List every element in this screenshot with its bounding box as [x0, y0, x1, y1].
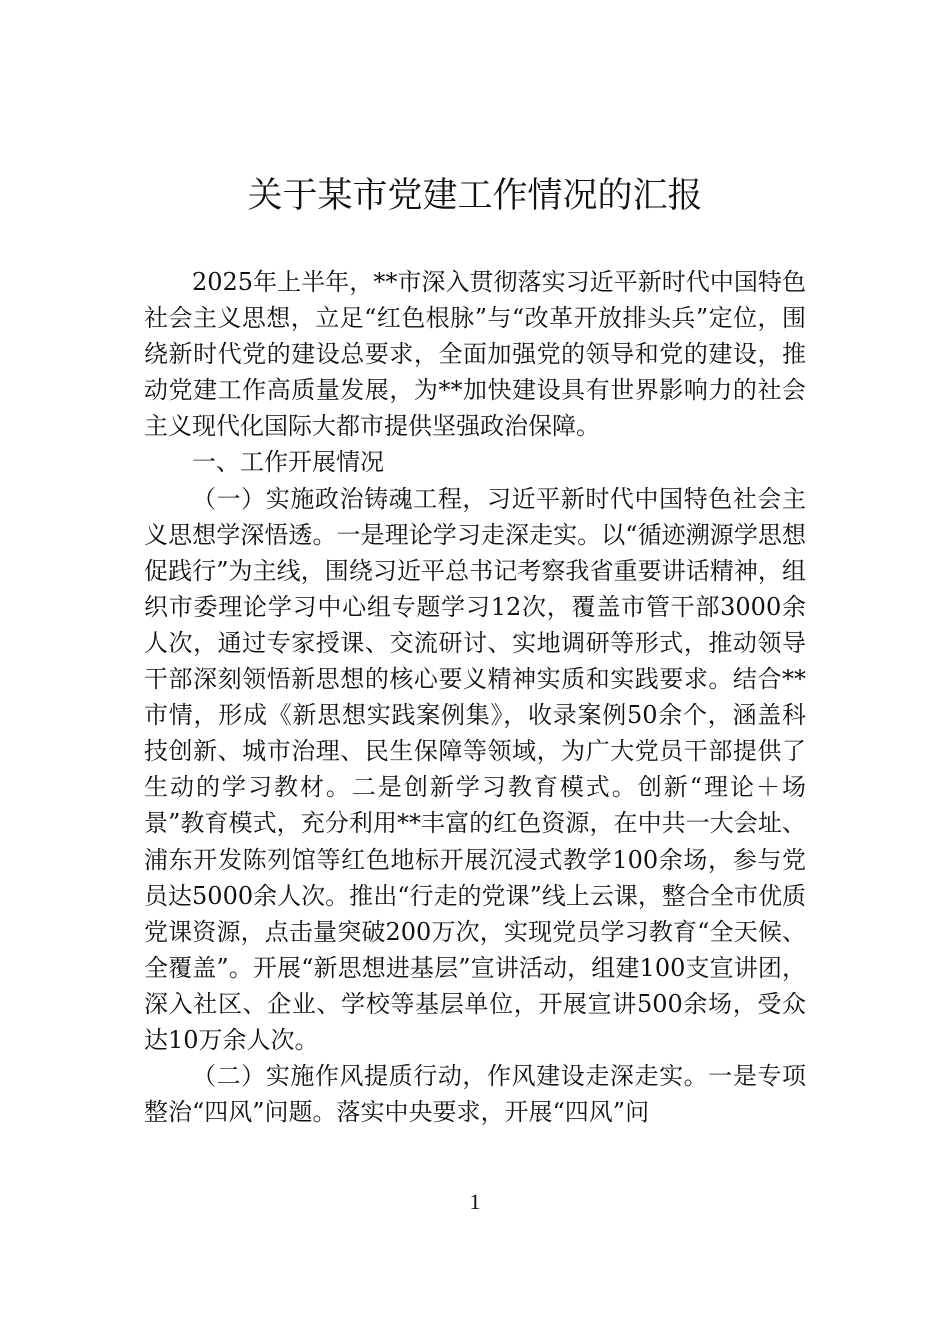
- document-title: 关于某市党建工作情况的汇报: [247, 176, 703, 216]
- intro-paragraph: 2025年上半年，**市深入贯彻落实习近平新时代中国特色社会主义思想，立足“红色根脉”与“改革开放排头兵”定位，围绕新时代党的建设总要求，全面加强党的领导和党的建设，推动党建工作高质量发展，为**加快建设具有世界影响力的社会主义现代化国际大都市提供坚强政治保障。: [144, 268, 806, 441]
- page-number: 1: [469, 1189, 481, 1214]
- subsection-paragraph-2: （二）实施作风提质行动，作风建设走深走实。一是专项整治“四风”问题。落实中央要求，开展“四风”问: [144, 1062, 806, 1127]
- subsection-paragraph-1: （一）实施政治铸魂工程，习近平新时代中国特色社会主义思想学深悟透。一是理论学习走深走实。以“循迹溯源学思想促践行”为主线，围绕习近平总书记考察我省重要讲话精神，组织市委理论学习中心组专题学习12次，覆盖市管干部3000余人次，通过专家授课、交流研讨、实地调研等形式，推动领导干部深刻领悟新思想的核心要义精神实质和实践要求。结合**市情，形成《新思想实践案例集》，收录案例50余个，涵盖科技创新、城市治理、民生保障等领域，为广大党员干部提供了生动的学习教材。二是创新学习教育模式。创新“理论＋场景”教育模式，充分利用**丰富的红色资源，在中共一大会址、浦东开发陈列馆等红色地标开展沉浸式教学100余场，参与党员达5000余人次。推出“行走的党课”线上云课，整合全市优质党课资源，点击量突破200万次，实现党员学习教育“全天候、全覆盖”。开展“新思想进基层”宣讲活动，组建100支宣讲团，深入社区、企业、学校等基层单位，开展宣讲500余场，受众达10万余人次。: [144, 484, 806, 1054]
- document-body: [144, 264, 806, 1130]
- section-heading: 一、工作开展情况: [192, 448, 384, 477]
